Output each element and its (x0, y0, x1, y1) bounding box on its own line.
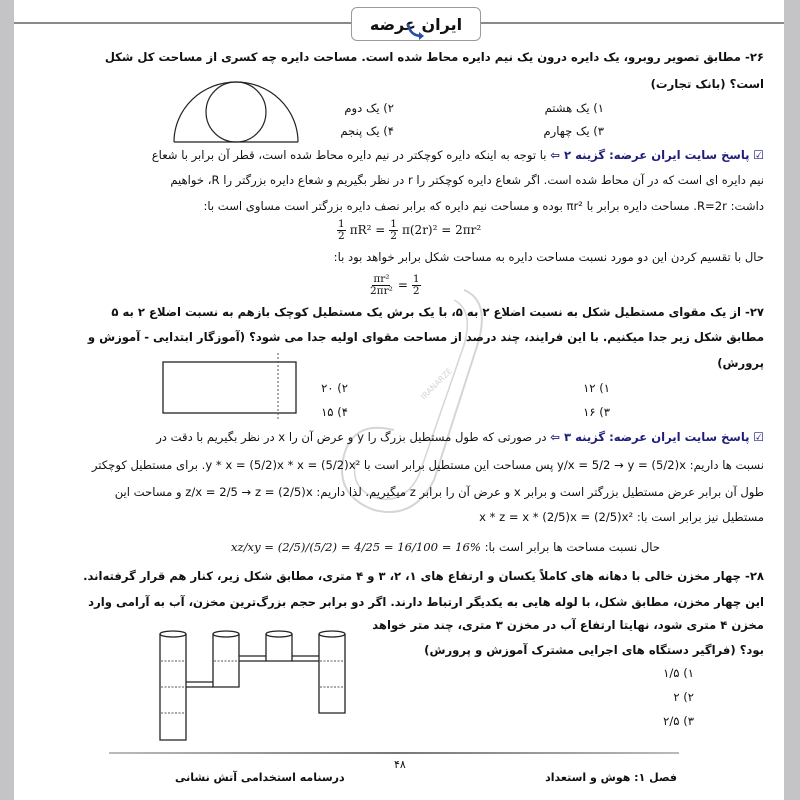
inscribed-circle (206, 82, 266, 142)
svg-text:IRANARZE: IRANARZE (419, 366, 455, 402)
q28-option-3: ۳) ۲/۵ (663, 714, 694, 728)
checkbox-checked-icon: ☑ (753, 148, 764, 162)
tank-1m (266, 631, 292, 661)
q27-title-line3: پرورش) (717, 356, 764, 370)
q28-tanks-figure (155, 630, 355, 745)
q26-title-line1: ۲۶- مطابق تصویر روبرو، یک دایره درون یک نیم دایره محاط شده است. مساحت دایره چه کسری از مساحت کل شکل (104, 50, 764, 64)
q27-option-1: ۱) ۱۲ (583, 381, 610, 395)
q26-answer-text1: با توجه به اینکه دایره کوچکتر در نیم دایره محاط شده است، قطر آن برابر با شعاع (151, 148, 547, 162)
q27-answer-text1: در صورتی که طول مستطیل بزرگ را y و عرض آن را x در نظر بگیریم با دقت در (156, 430, 547, 444)
footer-rule (109, 752, 679, 754)
header-rule-right (479, 22, 784, 24)
q27-title-line1: ۲۷- از یک مقوای مستطیل شکل به نسبت اضلاع ۲ به ۵، با یک برش یک مستطیل کوچک بازهم به نسبت اضلاع ۲ به ۵ (111, 305, 764, 319)
fraction-one-half-b: $\frac{1}{2}$ (390, 218, 397, 242)
q28-option-2: ۲) ۲ (673, 690, 694, 704)
q28-title-line3: مخزن ۴ متری شود، نهایتا ارتفاع آب در مخزن ۳ متری، چند متر خواهد (372, 618, 764, 632)
q26-semicircle-figure (171, 79, 301, 144)
q26-option-3: ۳) یک چهارم (543, 124, 604, 138)
q28-option-1: ۱) ۱/۵ (663, 666, 694, 680)
checkbox-checked-icon: ☑ (753, 430, 764, 444)
q27-title-line2: مطابق شکل زیر جدا میکنیم. با این فرایند، چند درصد از مساحت مقوای اولیه جدا می شود؟ (آموزگار ابتدایی - آموزش و (87, 330, 764, 344)
q26-answer-label: پاسخ سایت ایران عرضه: گزینه ۲ ⇦ (550, 148, 750, 162)
semicircle-arc (174, 82, 298, 142)
q27-option-2: ۲) ۲۰ (321, 381, 348, 395)
cardboard-rectangle (163, 362, 296, 413)
q27-ratio-formula: xz/xy = (2/5)/(5/2) = 4/25 = 16/100 = 16% (230, 540, 481, 554)
q27-rectangle-figure (161, 351, 301, 421)
q27-answer-line4: مستطیل نیز برابر است با: x * z = x * (2/5)x = (2/5)x² (479, 510, 764, 524)
footer-book-title: درسنامه استخدامی آتش نشانی (175, 771, 345, 784)
header-rule-left (14, 22, 351, 24)
q26-title-line2: است؟ (بانک تجارت) (650, 77, 764, 91)
fraction-one-half: $\frac{1}{2}$ (338, 218, 345, 242)
q27-answer-line3: طول آن برابر عرض مستطیل بزرگتر است و برابر x و عرض آن را برابر z میگیریم. لذا داریم: z/x = 2/5 → z = (2/5)x و مساحت این (114, 485, 764, 499)
tank-4m (160, 631, 186, 740)
q27-option-3: ۳) ۱۶ (583, 405, 610, 419)
q28-title-line2: این چهار مخزن، مطابق شکل، با لوله هایی به یکدیگر ارتباط دارند. اگر دو برابر حجم بزرگ‌ترین مخزن، آب به آرامی وارد (88, 595, 764, 609)
q26-formula-half-area: $\frac{1}{2}$ πR² = $\frac{1}{2}$ π(2r)² = 2πr² (338, 218, 482, 242)
q27-option-4: ۴) ۱۵ (321, 405, 348, 419)
connecting-pipes (186, 656, 319, 687)
tank-3m (319, 631, 345, 713)
q26-formula-ratio: $\frac{\text{πr²}}{\text{2πr²}}$ = $\frac{1}{2}$ (370, 273, 420, 297)
q27-answer-label: پاسخ سایت ایران عرضه: گزینه ۳ ⇦ (550, 430, 750, 444)
q26-option-4: ۴) یک پنجم (340, 124, 394, 138)
q27-answer-line2: نسبت ها داریم: y/x = 5/2 → y = (5/2)x پس مساحت این مستطیل برابر است با y * x = (5/2)x * x = (5/2)x². برای مستطیل کوچکتر (91, 458, 764, 472)
q27-answer-line1 (156, 430, 764, 444)
q26-answer-line2: نیم دایره ای است که در آن محاط شده است. اگر شعاع دایره کوچکتر را r در نظر بگیریم و شعاع دایره بزرگتر را R، خواهیم (170, 173, 764, 187)
q26-answer-line1 (152, 148, 764, 162)
site-logo (351, 7, 481, 41)
logo-text: ایران عرضه (369, 14, 463, 34)
q28-title-line1: ۲۸- چهار مخزن خالی با دهانه های کاملاً یکسان و ارتفاع های ۱، ۲، ۳ و ۴ متری، مطابق شکل زیر، کنار هم قرار گرفته‌اند. (83, 569, 764, 583)
q26-option-1: ۱) یک هشتم (544, 101, 604, 115)
document-page (14, 0, 784, 800)
q26-option-2: ۲) یک دوم (344, 101, 394, 115)
q28-title-line4: بود؟ (فراگیر دستگاه های اجرایی مشترک آموزش و پرورش) (424, 643, 764, 657)
q26-answer-line4: حال با تقسیم کردن این دو مورد نسبت مساحت دایره به مساحت شکل برابر خواهد بود با: (333, 250, 764, 264)
q26-answer-line3: داشت: R=2r. مساحت دایره برابر با πr² بوده و مساحت نیم دایره که برابر نصف دایره بزرگتر است مساوی است با: (203, 199, 764, 213)
q27-answer-line5: حال نسبت مساحت ها برابر است با: xz/xy = (2/5)/(5/2) = 4/25 = 16/100 = 16% (230, 540, 660, 554)
logo-arrow-icon (404, 22, 428, 42)
footer-chapter: فصل ۱: هوش و استعداد (545, 771, 677, 784)
tank-2m (213, 631, 239, 687)
page-number: ۴۸ (394, 758, 406, 771)
